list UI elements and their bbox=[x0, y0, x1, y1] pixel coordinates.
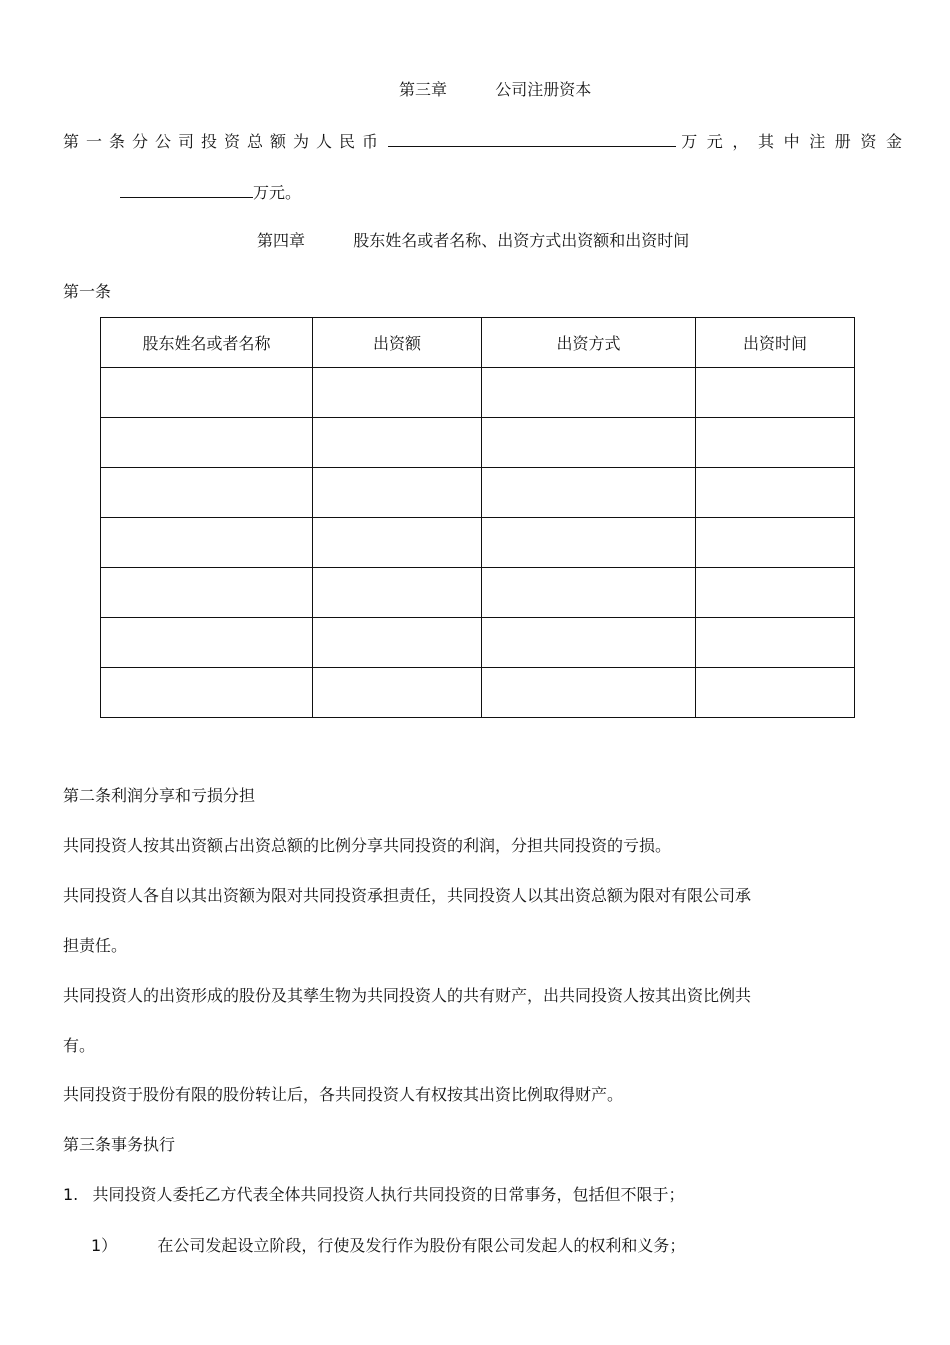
table-cell[interactable] bbox=[696, 368, 855, 418]
table-cell[interactable] bbox=[101, 668, 313, 718]
table-cell[interactable] bbox=[482, 568, 696, 618]
table-cell[interactable] bbox=[696, 618, 855, 668]
table-cell[interactable] bbox=[482, 468, 696, 518]
article3-heading: 第三条事务执行 bbox=[63, 1135, 176, 1154]
column-header-method: 出资方式 bbox=[482, 318, 696, 368]
table-cell[interactable] bbox=[696, 468, 855, 518]
total-investment-blank[interactable] bbox=[388, 130, 676, 147]
table-cell[interactable] bbox=[101, 568, 313, 618]
article1-suffix: 万元。 bbox=[253, 183, 302, 202]
chapter3-article1-line2 bbox=[120, 181, 301, 203]
table-cell[interactable] bbox=[482, 368, 696, 418]
table-cell[interactable] bbox=[101, 418, 313, 468]
table-cell[interactable] bbox=[696, 568, 855, 618]
chapter3-number: 第三章 bbox=[399, 80, 448, 99]
table-cell[interactable] bbox=[313, 418, 482, 468]
chapter4-number: 第四章 bbox=[257, 231, 306, 250]
table-cell[interactable] bbox=[696, 518, 855, 568]
table-cell[interactable] bbox=[482, 518, 696, 568]
item1-text: 共同投资人委托乙方代表全体共同投资人执行共同投资的日常事务，包括但不限于； bbox=[92, 1185, 685, 1204]
article3-subitem1 bbox=[91, 1236, 685, 1256]
table-header-row bbox=[101, 318, 855, 368]
table-cell[interactable] bbox=[101, 618, 313, 668]
subitem1-number: 1） bbox=[91, 1236, 118, 1255]
table-cell[interactable] bbox=[313, 618, 482, 668]
column-header-time: 出资时间 bbox=[696, 318, 855, 368]
table-cell[interactable] bbox=[313, 368, 482, 418]
table-cell[interactable] bbox=[482, 618, 696, 668]
table-row bbox=[101, 418, 855, 468]
table-row bbox=[101, 518, 855, 568]
chapter4-article1-label: 第一条 bbox=[63, 282, 112, 301]
article2-paragraph2-line1: 共同投资人各自以其出资额为限对共同投资承担责任，共同投资人以其出资总额为限对有限公司承 bbox=[63, 886, 752, 905]
table-cell[interactable] bbox=[482, 418, 696, 468]
table-row bbox=[101, 368, 855, 418]
shareholder-capital-table bbox=[100, 317, 855, 718]
article2-paragraph3-line1: 共同投资人的出资形成的股份及其孳生物为共同投资人的共有财产，出共同投资人按其出资比例共 bbox=[63, 986, 752, 1005]
article3-item1 bbox=[63, 1185, 684, 1205]
article1-mid: 万元，其中注册资金 bbox=[681, 132, 912, 151]
table-cell[interactable] bbox=[101, 518, 313, 568]
column-header-name: 股东姓名或者名称 bbox=[101, 318, 313, 368]
table-cell[interactable] bbox=[313, 568, 482, 618]
article2-paragraph3-line2: 有。 bbox=[63, 1036, 96, 1055]
registered-capital-blank[interactable] bbox=[120, 181, 253, 198]
table-cell[interactable] bbox=[101, 468, 313, 518]
table-cell[interactable] bbox=[313, 468, 482, 518]
table-cell[interactable] bbox=[482, 668, 696, 718]
table-row bbox=[101, 568, 855, 618]
item1-number: 1. bbox=[63, 1185, 79, 1204]
table-cell[interactable] bbox=[696, 668, 855, 718]
chapter3-title: 公司注册资本 bbox=[495, 80, 592, 99]
table-cell[interactable] bbox=[313, 518, 482, 568]
table-cell[interactable] bbox=[313, 668, 482, 718]
table-row bbox=[101, 468, 855, 518]
chapter4-title: 股东姓名或者名称、出资方式出资额和出资时间 bbox=[353, 231, 690, 250]
article2-paragraph1: 共同投资人按其出资额占出资总额的比例分享共同投资的利润，分担共同投资的亏损。 bbox=[63, 836, 672, 855]
table-row bbox=[101, 668, 855, 718]
article2-paragraph2-line2: 担责任。 bbox=[63, 936, 128, 955]
subitem1-text: 在公司发起设立阶段，行使及发行作为股份有限公司发起人的权利和义务； bbox=[157, 1236, 686, 1255]
chapter4-heading bbox=[257, 231, 689, 251]
table-cell[interactable] bbox=[696, 418, 855, 468]
table-row bbox=[101, 618, 855, 668]
article2-paragraph4: 共同投资于股份有限的股份转让后，各共同投资人有权按其出资比例取得财产。 bbox=[63, 1085, 624, 1104]
column-header-amount: 出资额 bbox=[313, 318, 482, 368]
chapter3-article1 bbox=[63, 130, 912, 152]
chapter3-heading bbox=[399, 80, 591, 100]
article2-heading: 第二条利润分享和亏损分担 bbox=[63, 786, 256, 805]
table-cell[interactable] bbox=[101, 368, 313, 418]
article1-prefix: 第一条分公司投资总额为人民币 bbox=[63, 132, 386, 151]
